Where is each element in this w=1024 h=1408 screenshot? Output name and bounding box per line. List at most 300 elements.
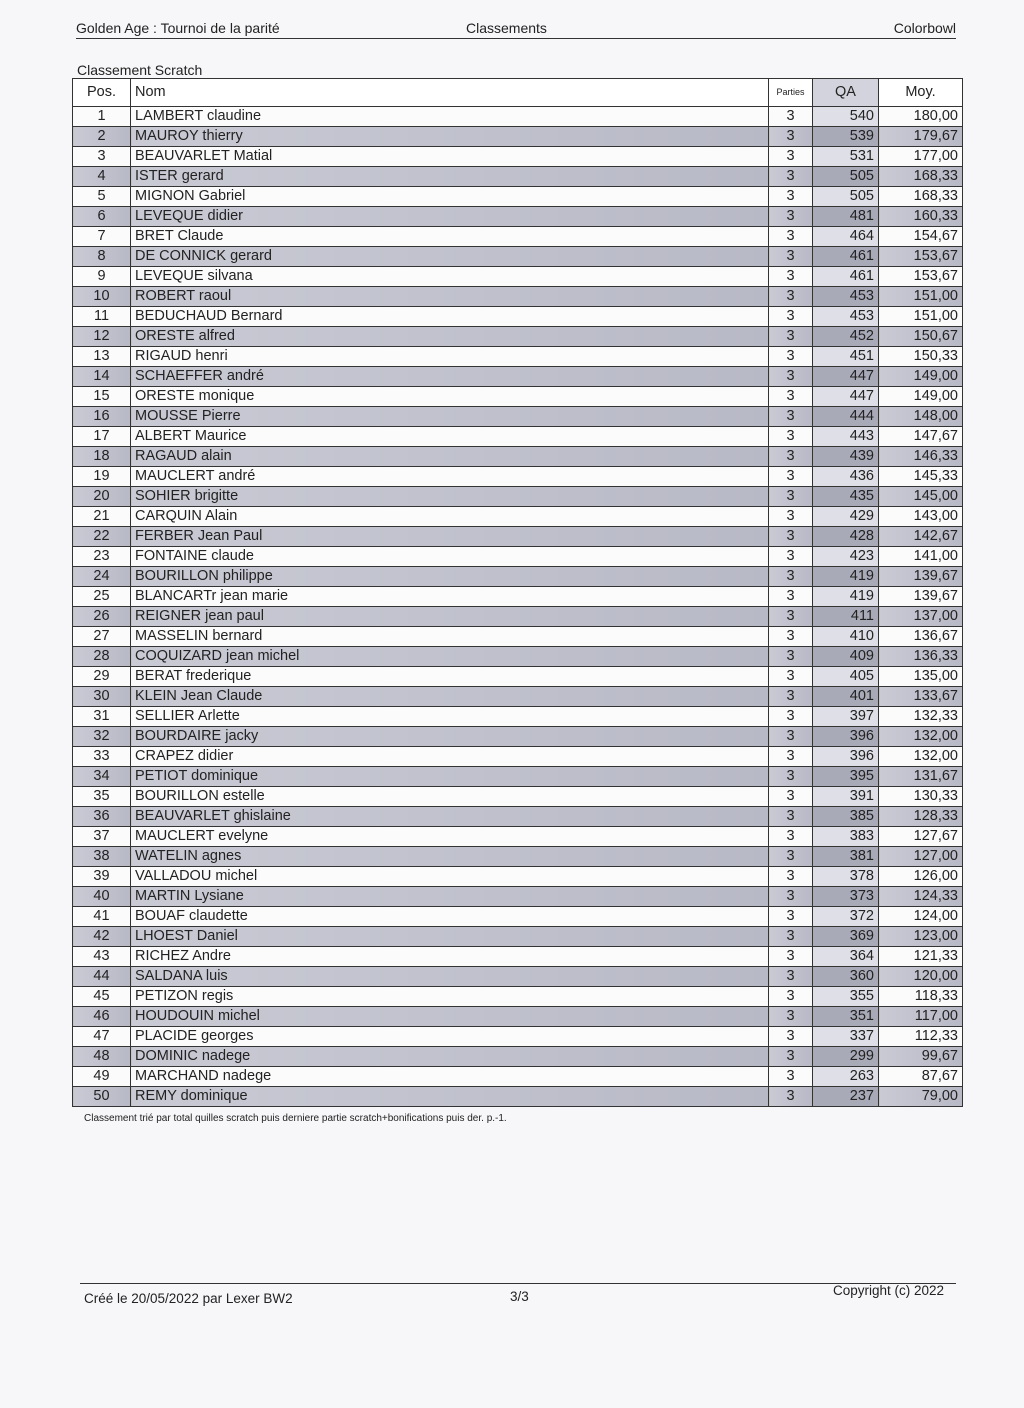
page-header xyxy=(76,18,956,39)
table-row xyxy=(73,907,963,927)
table-row xyxy=(73,487,963,507)
cell-qa: 237 xyxy=(813,1087,879,1107)
cell-pos: 33 xyxy=(73,747,131,767)
cell-pos: 34 xyxy=(73,767,131,787)
cell-moy: 143,00 xyxy=(879,507,963,527)
cell-pos: 11 xyxy=(73,307,131,327)
table-row xyxy=(73,427,963,447)
cell-nom: HOUDOUIN michel xyxy=(131,1007,769,1027)
cell-moy: 121,33 xyxy=(879,947,963,967)
cell-nom: ALBERT Maurice xyxy=(131,427,769,447)
table-row xyxy=(73,127,963,147)
table-row xyxy=(73,447,963,467)
cell-qa: 395 xyxy=(813,767,879,787)
cell-nom: SOHIER brigitte xyxy=(131,487,769,507)
cell-nom: MARCHAND nadege xyxy=(131,1067,769,1087)
cell-nom: BEDUCHAUD Bernard xyxy=(131,307,769,327)
table-row xyxy=(73,1087,963,1107)
table-row xyxy=(73,547,963,567)
cell-nom: BLANCARTr jean marie xyxy=(131,587,769,607)
table-row xyxy=(73,887,963,907)
cell-moy: 132,00 xyxy=(879,727,963,747)
table-row xyxy=(73,347,963,367)
cell-moy: 148,00 xyxy=(879,407,963,427)
cell-nom: SCHAEFFER andré xyxy=(131,367,769,387)
header-venue: Colorbowl xyxy=(893,20,956,36)
cell-moy: 124,00 xyxy=(879,907,963,927)
cell-pos: 50 xyxy=(73,1087,131,1107)
cell-nom: CARQUIN Alain xyxy=(131,507,769,527)
cell-parties: 3 xyxy=(769,967,813,987)
cell-qa: 443 xyxy=(813,427,879,447)
cell-pos: 44 xyxy=(73,967,131,987)
cell-nom: REMY dominique xyxy=(131,1087,769,1107)
cell-pos: 43 xyxy=(73,947,131,967)
cell-nom: BEAUVARLET Matial xyxy=(131,147,769,167)
cell-nom: PETIZON regis xyxy=(131,987,769,1007)
cell-pos: 36 xyxy=(73,807,131,827)
cell-nom: MIGNON Gabriel xyxy=(131,187,769,207)
cell-parties: 3 xyxy=(769,667,813,687)
cell-parties: 3 xyxy=(769,927,813,947)
table-row xyxy=(73,327,963,347)
cell-qa: 447 xyxy=(813,367,879,387)
cell-parties: 3 xyxy=(769,707,813,727)
cell-nom: BRET Claude xyxy=(131,227,769,247)
cell-pos: 23 xyxy=(73,547,131,567)
cell-parties: 3 xyxy=(769,587,813,607)
cell-parties: 3 xyxy=(769,507,813,527)
cell-nom: DE CONNICK gerard xyxy=(131,247,769,267)
table-row xyxy=(73,687,963,707)
cell-moy: 142,67 xyxy=(879,527,963,547)
table-row xyxy=(73,667,963,687)
cell-moy: 117,00 xyxy=(879,1007,963,1027)
cell-pos: 39 xyxy=(73,867,131,887)
cell-parties: 3 xyxy=(769,727,813,747)
cell-nom: SELLIER Arlette xyxy=(131,707,769,727)
cell-parties: 3 xyxy=(769,487,813,507)
cell-nom: FONTAINE claude xyxy=(131,547,769,567)
cell-qa: 409 xyxy=(813,647,879,667)
cell-pos: 46 xyxy=(73,1007,131,1027)
table-row xyxy=(73,207,963,227)
cell-pos: 5 xyxy=(73,187,131,207)
cell-pos: 1 xyxy=(73,107,131,127)
cell-parties: 3 xyxy=(769,807,813,827)
cell-parties: 3 xyxy=(769,607,813,627)
cell-moy: 149,00 xyxy=(879,367,963,387)
cell-parties: 3 xyxy=(769,447,813,467)
cell-qa: 410 xyxy=(813,627,879,647)
cell-moy: 120,00 xyxy=(879,967,963,987)
cell-pos: 14 xyxy=(73,367,131,387)
table-row xyxy=(73,247,963,267)
cell-qa: 428 xyxy=(813,527,879,547)
cell-nom: REIGNER jean paul xyxy=(131,607,769,627)
cell-pos: 10 xyxy=(73,287,131,307)
cell-parties: 3 xyxy=(769,187,813,207)
cell-nom: RIGAUD henri xyxy=(131,347,769,367)
cell-qa: 419 xyxy=(813,567,879,587)
cell-moy: 151,00 xyxy=(879,307,963,327)
cell-moy: 145,33 xyxy=(879,467,963,487)
cell-moy: 135,00 xyxy=(879,667,963,687)
cell-qa: 539 xyxy=(813,127,879,147)
cell-qa: 419 xyxy=(813,587,879,607)
table-row xyxy=(73,707,963,727)
cell-parties: 3 xyxy=(769,227,813,247)
cell-nom: RICHEZ Andre xyxy=(131,947,769,967)
cell-parties: 3 xyxy=(769,547,813,567)
cell-pos: 25 xyxy=(73,587,131,607)
footer-page-number: 3/3 xyxy=(510,1289,529,1304)
cell-parties: 3 xyxy=(769,167,813,187)
cell-moy: 149,00 xyxy=(879,387,963,407)
cell-parties: 3 xyxy=(769,107,813,127)
column-header-pos: Pos. xyxy=(73,79,131,107)
table-row xyxy=(73,307,963,327)
cell-nom: BEAUVARLET ghislaine xyxy=(131,807,769,827)
cell-nom: LEVEQUE didier xyxy=(131,207,769,227)
cell-qa: 439 xyxy=(813,447,879,467)
cell-pos: 20 xyxy=(73,487,131,507)
cell-moy: 139,67 xyxy=(879,567,963,587)
cell-qa: 436 xyxy=(813,467,879,487)
cell-moy: 150,67 xyxy=(879,327,963,347)
table-row xyxy=(73,287,963,307)
cell-moy: 147,67 xyxy=(879,427,963,447)
cell-pos: 2 xyxy=(73,127,131,147)
cell-nom: LHOEST Daniel xyxy=(131,927,769,947)
cell-parties: 3 xyxy=(769,307,813,327)
cell-parties: 3 xyxy=(769,987,813,1007)
cell-qa: 461 xyxy=(813,267,879,287)
cell-parties: 3 xyxy=(769,1087,813,1107)
cell-nom: SALDANA luis xyxy=(131,967,769,987)
cell-qa: 429 xyxy=(813,507,879,527)
cell-qa: 401 xyxy=(813,687,879,707)
ranking-table-body xyxy=(73,107,963,1107)
cell-pos: 30 xyxy=(73,687,131,707)
cell-moy: 153,67 xyxy=(879,247,963,267)
footer-copyright: Copyright (c) 2022 xyxy=(833,1283,945,1298)
table-row xyxy=(73,227,963,247)
cell-qa: 364 xyxy=(813,947,879,967)
table-row xyxy=(73,107,963,127)
cell-moy: 118,33 xyxy=(879,987,963,1007)
cell-parties: 3 xyxy=(769,567,813,587)
cell-pos: 19 xyxy=(73,467,131,487)
cell-pos: 45 xyxy=(73,987,131,1007)
cell-moy: 99,67 xyxy=(879,1047,963,1067)
cell-parties: 3 xyxy=(769,147,813,167)
cell-pos: 38 xyxy=(73,847,131,867)
cell-qa: 263 xyxy=(813,1067,879,1087)
column-header-parties: Parties xyxy=(769,79,813,107)
cell-qa: 481 xyxy=(813,207,879,227)
cell-parties: 3 xyxy=(769,267,813,287)
column-header-qa: QA xyxy=(813,79,879,107)
table-header-row xyxy=(73,79,963,107)
cell-nom: ORESTE alfred xyxy=(131,327,769,347)
cell-qa: 355 xyxy=(813,987,879,1007)
cell-pos: 8 xyxy=(73,247,131,267)
cell-pos: 28 xyxy=(73,647,131,667)
cell-moy: 87,67 xyxy=(879,1067,963,1087)
table-row xyxy=(73,147,963,167)
cell-moy: 151,00 xyxy=(879,287,963,307)
cell-nom: BOURDAIRE jacky xyxy=(131,727,769,747)
cell-qa: 381 xyxy=(813,847,879,867)
cell-qa: 373 xyxy=(813,887,879,907)
cell-pos: 12 xyxy=(73,327,131,347)
cell-qa: 423 xyxy=(813,547,879,567)
table-row xyxy=(73,1067,963,1087)
cell-pos: 29 xyxy=(73,667,131,687)
cell-parties: 3 xyxy=(769,127,813,147)
cell-pos: 40 xyxy=(73,887,131,907)
cell-pos: 24 xyxy=(73,567,131,587)
cell-nom: BOURILLON estelle xyxy=(131,787,769,807)
table-row xyxy=(73,1007,963,1027)
table-row xyxy=(73,827,963,847)
cell-moy: 179,67 xyxy=(879,127,963,147)
cell-nom: LAMBERT claudine xyxy=(131,107,769,127)
cell-moy: 132,00 xyxy=(879,747,963,767)
cell-parties: 3 xyxy=(769,467,813,487)
cell-nom: BERAT frederique xyxy=(131,667,769,687)
cell-pos: 7 xyxy=(73,227,131,247)
cell-moy: 128,33 xyxy=(879,807,963,827)
cell-nom: MAUROY thierry xyxy=(131,127,769,147)
cell-parties: 3 xyxy=(769,827,813,847)
cell-qa: 447 xyxy=(813,387,879,407)
cell-parties: 3 xyxy=(769,887,813,907)
table-row xyxy=(73,847,963,867)
table-row xyxy=(73,727,963,747)
cell-pos: 49 xyxy=(73,1067,131,1087)
cell-pos: 22 xyxy=(73,527,131,547)
table-row xyxy=(73,807,963,827)
cell-qa: 505 xyxy=(813,187,879,207)
cell-nom: VALLADOU michel xyxy=(131,867,769,887)
cell-qa: 360 xyxy=(813,967,879,987)
cell-pos: 47 xyxy=(73,1027,131,1047)
cell-qa: 452 xyxy=(813,327,879,347)
cell-pos: 21 xyxy=(73,507,131,527)
cell-parties: 3 xyxy=(769,287,813,307)
cell-qa: 435 xyxy=(813,487,879,507)
cell-parties: 3 xyxy=(769,427,813,447)
cell-nom: ISTER gerard xyxy=(131,167,769,187)
cell-qa: 453 xyxy=(813,307,879,327)
cell-pos: 15 xyxy=(73,387,131,407)
cell-parties: 3 xyxy=(769,907,813,927)
cell-nom: BOUAF claudette xyxy=(131,907,769,927)
cell-pos: 32 xyxy=(73,727,131,747)
cell-pos: 26 xyxy=(73,607,131,627)
table-row xyxy=(73,987,963,1007)
cell-pos: 35 xyxy=(73,787,131,807)
cell-nom: BOURILLON philippe xyxy=(131,567,769,587)
table-row xyxy=(73,167,963,187)
cell-parties: 3 xyxy=(769,1027,813,1047)
cell-nom: ORESTE monique xyxy=(131,387,769,407)
cell-qa: 405 xyxy=(813,667,879,687)
cell-qa: 369 xyxy=(813,927,879,947)
cell-moy: 180,00 xyxy=(879,107,963,127)
cell-qa: 372 xyxy=(813,907,879,927)
cell-pos: 31 xyxy=(73,707,131,727)
cell-pos: 37 xyxy=(73,827,131,847)
sort-footnote: Classement trié par total quilles scratch puis derniere partie scratch+bonifications puis der. p.-1. xyxy=(84,1113,507,1124)
cell-moy: 154,67 xyxy=(879,227,963,247)
table-row xyxy=(73,527,963,547)
cell-moy: 132,33 xyxy=(879,707,963,727)
table-row xyxy=(73,867,963,887)
cell-moy: 126,00 xyxy=(879,867,963,887)
cell-parties: 3 xyxy=(769,687,813,707)
cell-pos: 3 xyxy=(73,147,131,167)
cell-nom: DOMINIC nadege xyxy=(131,1047,769,1067)
cell-qa: 351 xyxy=(813,1007,879,1027)
cell-parties: 3 xyxy=(769,647,813,667)
cell-parties: 3 xyxy=(769,527,813,547)
cell-qa: 383 xyxy=(813,827,879,847)
cell-qa: 396 xyxy=(813,747,879,767)
ranking-table xyxy=(72,78,963,1107)
cell-qa: 378 xyxy=(813,867,879,887)
cell-moy: 141,00 xyxy=(879,547,963,567)
table-row xyxy=(73,387,963,407)
cell-qa: 337 xyxy=(813,1027,879,1047)
cell-parties: 3 xyxy=(769,347,813,367)
header-section-name: Classements xyxy=(466,20,547,36)
cell-qa: 385 xyxy=(813,807,879,827)
header-tournament-title: Golden Age : Tournoi de la parité xyxy=(76,20,280,36)
footer-rule xyxy=(80,1283,956,1284)
cell-qa: 299 xyxy=(813,1047,879,1067)
cell-nom: ROBERT raoul xyxy=(131,287,769,307)
cell-nom: FERBER Jean Paul xyxy=(131,527,769,547)
cell-moy: 112,33 xyxy=(879,1027,963,1047)
cell-moy: 137,00 xyxy=(879,607,963,627)
cell-moy: 150,33 xyxy=(879,347,963,367)
cell-nom: LEVEQUE silvana xyxy=(131,267,769,287)
cell-pos: 27 xyxy=(73,627,131,647)
cell-nom: MOUSSE Pierre xyxy=(131,407,769,427)
table-row xyxy=(73,587,963,607)
cell-moy: 136,33 xyxy=(879,647,963,667)
cell-parties: 3 xyxy=(769,1007,813,1027)
table-row xyxy=(73,607,963,627)
cell-parties: 3 xyxy=(769,247,813,267)
table-row xyxy=(73,947,963,967)
cell-moy: 168,33 xyxy=(879,167,963,187)
cell-moy: 177,00 xyxy=(879,147,963,167)
cell-qa: 396 xyxy=(813,727,879,747)
cell-nom: COQUIZARD jean michel xyxy=(131,647,769,667)
cell-parties: 3 xyxy=(769,367,813,387)
cell-parties: 3 xyxy=(769,847,813,867)
cell-nom: RAGAUD alain xyxy=(131,447,769,467)
cell-parties: 3 xyxy=(769,947,813,967)
column-header-moy: Moy. xyxy=(879,79,963,107)
table-row xyxy=(73,1047,963,1067)
cell-pos: 41 xyxy=(73,907,131,927)
cell-pos: 17 xyxy=(73,427,131,447)
table-row xyxy=(73,627,963,647)
cell-qa: 397 xyxy=(813,707,879,727)
cell-parties: 3 xyxy=(769,1067,813,1087)
cell-pos: 18 xyxy=(73,447,131,467)
cell-qa: 464 xyxy=(813,227,879,247)
cell-qa: 444 xyxy=(813,407,879,427)
cell-nom: WATELIN agnes xyxy=(131,847,769,867)
cell-qa: 391 xyxy=(813,787,879,807)
cell-parties: 3 xyxy=(769,387,813,407)
cell-nom: PLACIDE georges xyxy=(131,1027,769,1047)
cell-pos: 13 xyxy=(73,347,131,367)
cell-moy: 124,33 xyxy=(879,887,963,907)
cell-parties: 3 xyxy=(769,867,813,887)
cell-qa: 411 xyxy=(813,607,879,627)
table-row xyxy=(73,267,963,287)
cell-qa: 505 xyxy=(813,167,879,187)
table-row xyxy=(73,647,963,667)
table-row xyxy=(73,967,963,987)
cell-qa: 531 xyxy=(813,147,879,167)
cell-parties: 3 xyxy=(769,787,813,807)
footer-created: Créé le 20/05/2022 par Lexer BW2 xyxy=(84,1291,293,1306)
cell-parties: 3 xyxy=(769,627,813,647)
cell-nom: PETIOT dominique xyxy=(131,767,769,787)
cell-nom: CRAPEZ didier xyxy=(131,747,769,767)
cell-moy: 136,67 xyxy=(879,627,963,647)
cell-moy: 127,00 xyxy=(879,847,963,867)
table-row xyxy=(73,467,963,487)
cell-moy: 145,00 xyxy=(879,487,963,507)
table-row xyxy=(73,787,963,807)
table-row xyxy=(73,367,963,387)
cell-nom: MAUCLERT andré xyxy=(131,467,769,487)
cell-moy: 127,67 xyxy=(879,827,963,847)
cell-moy: 146,33 xyxy=(879,447,963,467)
cell-moy: 133,67 xyxy=(879,687,963,707)
cell-moy: 79,00 xyxy=(879,1087,963,1107)
cell-moy: 139,67 xyxy=(879,587,963,607)
cell-qa: 451 xyxy=(813,347,879,367)
table-row xyxy=(73,407,963,427)
cell-qa: 453 xyxy=(813,287,879,307)
cell-parties: 3 xyxy=(769,407,813,427)
cell-parties: 3 xyxy=(769,767,813,787)
table-row xyxy=(73,747,963,767)
cell-nom: MARTIN Lysiane xyxy=(131,887,769,907)
section-title: Classement Scratch xyxy=(77,62,203,78)
cell-pos: 48 xyxy=(73,1047,131,1067)
table-row xyxy=(73,507,963,527)
cell-nom: MASSELIN bernard xyxy=(131,627,769,647)
cell-parties: 3 xyxy=(769,327,813,347)
table-row xyxy=(73,567,963,587)
cell-pos: 42 xyxy=(73,927,131,947)
cell-pos: 9 xyxy=(73,267,131,287)
cell-parties: 3 xyxy=(769,207,813,227)
column-header-nom: Nom xyxy=(131,79,769,107)
cell-parties: 3 xyxy=(769,747,813,767)
